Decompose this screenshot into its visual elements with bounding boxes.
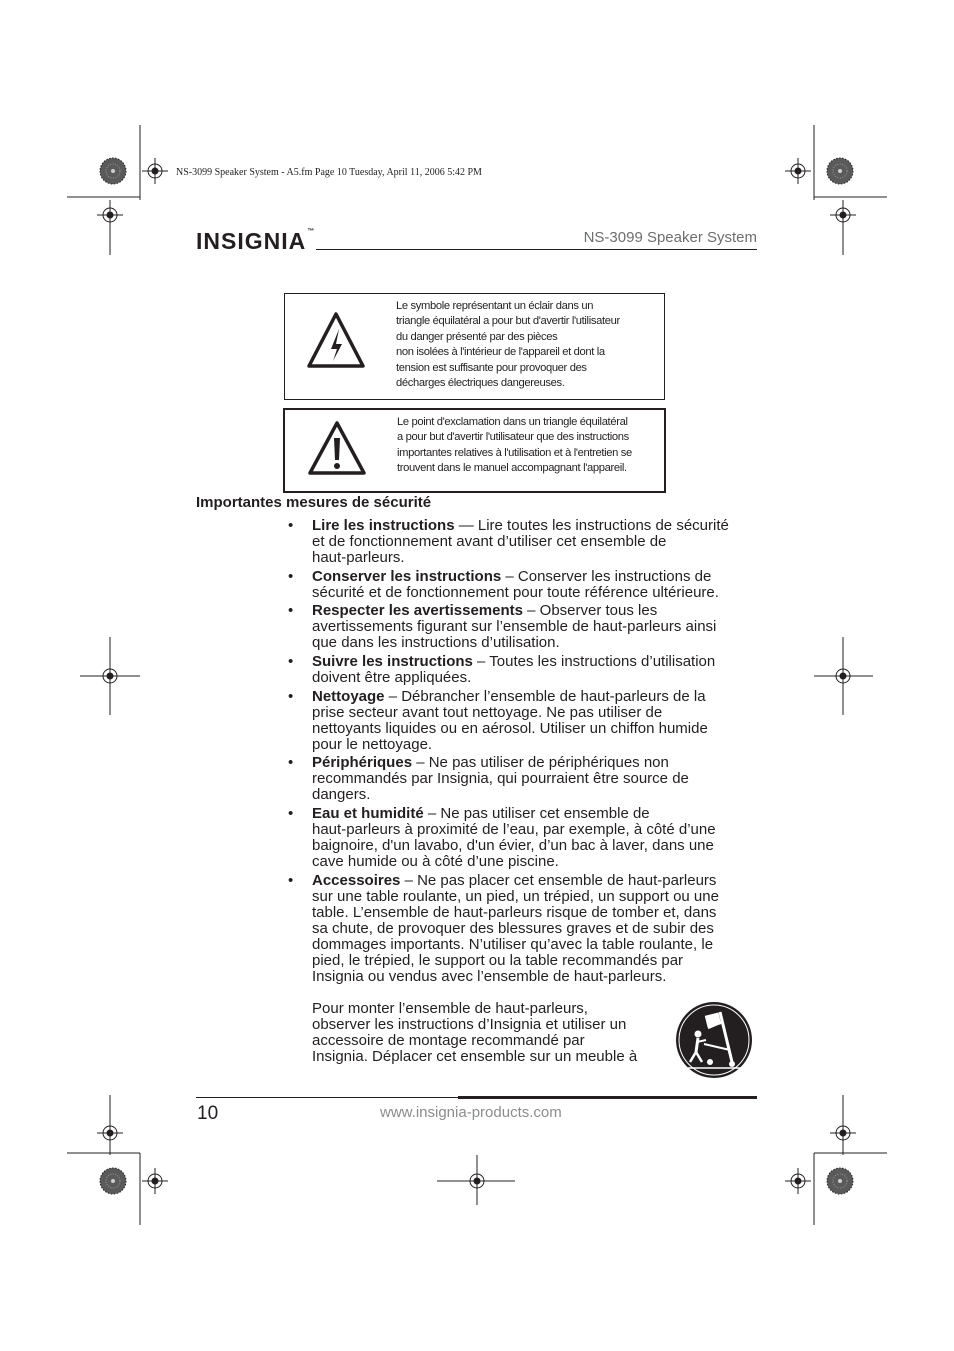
- item-text: – Ne pas utiliser de périphériques non: [412, 754, 669, 772]
- paragraph-line: observer les instructions d’Insignia et utiliser un: [312, 1016, 627, 1034]
- warning-line: importantes relatives à l'utilisation et à l'entretien se: [397, 446, 632, 459]
- item-term: Lire les instructions: [312, 517, 455, 534]
- bullet: •: [288, 871, 294, 889]
- item-text: haut-parleurs.: [312, 549, 405, 567]
- cart-tipover-warning-icon: [674, 1000, 754, 1080]
- item-term: Suivre les instructions: [312, 652, 473, 670]
- item-text: – Ne pas utiliser cet ensemble de: [423, 804, 650, 822]
- warning-line: triangle équilatéral a pour but d'avertir l'utilisateur: [396, 315, 620, 328]
- item-text: sur une table roulante, un pied, un trépied, un support ou une: [312, 887, 719, 905]
- item-term: Accessoires: [312, 871, 401, 889]
- paragraph-line: Insignia. Déplacer cet ensemble sur un meuble à: [312, 1048, 638, 1066]
- item-text: – Débrancher l’ensemble de haut-parleurs de la: [384, 687, 706, 705]
- list-item: [288, 873, 756, 986]
- page-number: 10: [197, 1103, 219, 1124]
- cart-mounting-paragraph: [312, 1001, 662, 1065]
- print-job-info: NS-3099 Speaker System - A5.fm Page 10 Tuesday, April 11, 2006 5:42 PM: [176, 167, 482, 178]
- item-term: Conserver les instructions: [312, 567, 502, 585]
- warning-box-electric-shock: [284, 293, 665, 400]
- item-text: et de fonctionnement avant d’utiliser cet ensemble de: [312, 533, 667, 551]
- warning-text-electric-shock: [396, 299, 658, 391]
- item-text: dangers.: [312, 786, 371, 804]
- document-title: NS-3099 Speaker System: [583, 229, 757, 246]
- brand-logo: [196, 228, 315, 255]
- item-text: nettoyants liquides ou en aérosol. Utiliser un chiffon humide: [312, 719, 708, 737]
- warning-line: du danger présenté par des pièces: [396, 330, 558, 343]
- item-text: prise secteur avant tout nettoyage. Ne pas utiliser de: [312, 703, 663, 721]
- list-item: [288, 689, 756, 753]
- item-text: doivent être appliquées.: [312, 669, 472, 687]
- item-text: cave humide ou à côté d’une piscine.: [312, 853, 559, 871]
- item-text: baignoire, d'un lavabo, d'un évier, d’un bac à laver, dans une: [312, 837, 714, 855]
- bullet: •: [288, 602, 294, 620]
- warning-box-instructions: [283, 408, 666, 493]
- warning-line: non isolées à l'intérieur de l'appareil et dont la: [396, 346, 605, 359]
- bullet: •: [288, 687, 294, 705]
- item-text: haut-parleurs à proximité de l’eau, par exemple, à côté d’une: [312, 821, 716, 839]
- footer-website-url: www.insignia-products.com: [380, 1104, 562, 1121]
- bullet: •: [288, 567, 294, 585]
- list-item: [288, 569, 756, 601]
- warning-text-instructions: [397, 415, 663, 477]
- list-item: [288, 518, 756, 566]
- item-text: que dans les instructions d’utilisation.: [312, 634, 560, 652]
- lightning-triangle-icon: [306, 311, 366, 369]
- warning-line: Le symbole représentant un éclair dans un: [396, 300, 594, 312]
- item-term: Eau et humidité: [312, 804, 424, 822]
- item-text: – Ne pas placer cet ensemble de haut-parleurs: [400, 871, 717, 889]
- item-text: pied, le trépied, le support ou la table recommandés par: [312, 952, 684, 970]
- exclamation-triangle-icon: [307, 420, 367, 476]
- warning-line: a pour but d'avertir l'utilisateur que des instructions: [397, 431, 629, 444]
- item-text: Insignia ou vendus avec l’ensemble de haut-parleurs.: [312, 968, 667, 986]
- item-text: – Toutes les instructions d’utilisation: [472, 652, 716, 670]
- item-term: Périphériques: [312, 754, 413, 772]
- list-item: [288, 806, 756, 870]
- warning-line: Le point d'exclamation dans un triangle équilatéral: [397, 416, 628, 428]
- item-term: Nettoyage: [312, 687, 385, 705]
- item-text: sécurité et de fonctionnement pour toute référence ultérieure.: [312, 583, 719, 601]
- item-text: dommages importants. N’utiliser qu’avec la table roulante, le: [312, 936, 714, 954]
- item-text: table. L’ensemble de haut-parleurs risque de tomber et, dans: [312, 903, 717, 921]
- bullet: •: [288, 652, 294, 670]
- footer-rule-accent: [458, 1096, 757, 1099]
- brand-logo-text: INSIGNIA: [196, 228, 307, 254]
- item-text: – Conserver les instructions de: [501, 567, 712, 585]
- bullet: •: [288, 517, 294, 534]
- list-item: [288, 603, 756, 651]
- trademark-symbol: ™: [307, 228, 316, 235]
- list-item: [288, 755, 756, 803]
- header-rule: [316, 249, 757, 250]
- warning-line: trouvent dans le manuel accompagnant l'appareil.: [397, 462, 627, 475]
- section-heading: Importantes mesures de sécurité: [196, 494, 432, 511]
- item-text: pour le nettoyage.: [312, 735, 433, 753]
- item-text: recommandés par Insignia, qui pourraient être source de: [312, 770, 689, 788]
- paragraph-line: accessoire de montage recommandé par: [312, 1032, 585, 1050]
- list-item: [288, 654, 756, 686]
- safety-instructions-list: [288, 518, 756, 988]
- item-text: avertissements figurant sur l’ensemble de haut-parleurs ainsi: [312, 618, 717, 636]
- item-text: – Observer tous les: [522, 602, 658, 620]
- paragraph-line: Pour monter l’ensemble de haut-parleurs,: [312, 1000, 588, 1017]
- warning-line: tension est suffisante pour provoquer des: [396, 361, 587, 374]
- bullet: •: [288, 754, 294, 772]
- item-text: — Lire toutes les instructions de sécurité: [454, 517, 729, 534]
- item-text: sa chute, de provoquer des blessures graves et de subir des: [312, 919, 714, 937]
- warning-line: décharges électriques dangereuses.: [396, 377, 565, 390]
- item-term: Respecter les avertissements: [312, 602, 523, 620]
- bullet: •: [288, 804, 294, 822]
